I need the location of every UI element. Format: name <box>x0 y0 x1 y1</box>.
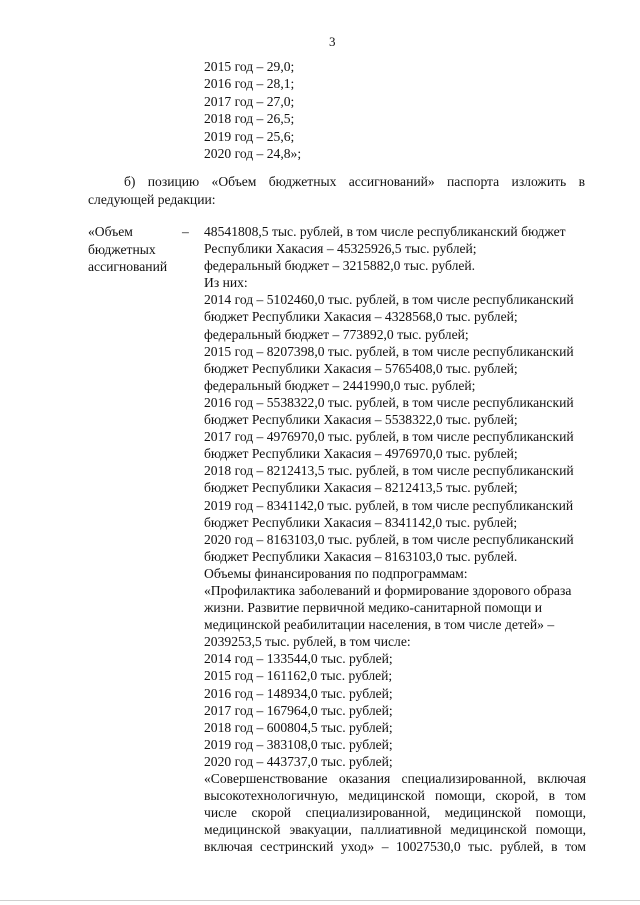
content-line: Из них: <box>204 275 248 291</box>
content-line: 2017 год – 167964,0 тыс. рублей; <box>204 702 393 718</box>
content-line: бюджет Республики Хакасия – 5538322,0 тыс. рублей; <box>204 412 518 428</box>
content-line: Республики Хакасия – 45325926,5 тыс. рублей; <box>204 241 477 257</box>
content-line: 48541808,5 тыс. рублей, в том числе республиканский бюджет <box>204 224 566 239</box>
label-line: бюджетных <box>88 241 156 257</box>
content-line: бюджет Республики Хакасия – 8163103,0 тыс. рублей. <box>204 548 518 564</box>
content-line: Объемы финансирования по подпрограммам: <box>204 565 468 581</box>
content-line: 2019 год – 383108,0 тыс. рублей; <box>204 736 393 752</box>
content-line: федеральный бюджет – 773892,0 тыс. рублей; <box>204 326 469 342</box>
content-line: включая сестринский уход» – 10027530,0 тыс. рублей, в том <box>204 839 586 855</box>
content-line: «Совершенствование оказания специализированной, включая <box>204 771 586 786</box>
content-line: 2020 год – 443737,0 тыс. рублей; <box>204 753 393 769</box>
indicator-year-list <box>204 58 301 162</box>
content-line: бюджет Республики Хакасия – 5765408,0 тыс. рублей; <box>204 360 518 376</box>
list-item: 2015 год – 29,0; <box>204 59 295 74</box>
content-line: 2014 год – 5102460,0 тыс. рублей, в том числе республиканский <box>204 292 574 308</box>
paragraph-line: следующей редакции: <box>88 191 216 207</box>
content-line: 2018 год – 8212413,5 тыс. рублей, в том числе республиканский <box>204 463 574 479</box>
content-line: федеральный бюджет – 2441990,0 тыс. рублей; <box>204 377 476 393</box>
content-line: 2020 год – 8163103,0 тыс. рублей, в том числе республиканский <box>204 531 574 547</box>
content-line: 2018 год – 600804,5 тыс. рублей; <box>204 719 393 735</box>
paragraph-line: б) позицию «Объем бюджетных ассигнований» паспорта изложить в <box>124 174 585 189</box>
content-line: бюджет Республики Хакасия – 8212413,5 тыс. рублей; <box>204 480 518 496</box>
content-line: «Профилактика заболеваний и формирование здорового образа <box>204 582 572 598</box>
content-line: жизни. Развитие первичной медико-санитарной помощи и <box>204 600 543 616</box>
list-item: 2020 год – 24,8»; <box>204 145 302 161</box>
list-item: 2017 год – 27,0; <box>204 93 295 109</box>
page-number: 3 <box>329 34 336 49</box>
label-line: ассигнований <box>88 259 168 274</box>
label-line: «Объем <box>88 224 133 239</box>
content-line: медицинской реабилитации населения, в том числе детей» – <box>204 617 555 633</box>
content-line: 2014 год – 133544,0 тыс. рублей; <box>204 651 393 667</box>
page-bottom-edge <box>0 900 640 901</box>
label-dash: – <box>182 224 189 239</box>
content-line: 2017 год – 4976970,0 тыс. рублей, в том числе республиканский <box>204 429 574 445</box>
list-item: 2018 год – 26,5; <box>204 111 295 127</box>
content-line: 2015 год – 161162,0 тыс. рублей; <box>204 668 393 684</box>
content-line: 2019 год – 8341142,0 тыс. рублей, в том числе республиканский <box>204 497 574 513</box>
content-line: федеральный бюджет – 3215882,0 тыс. рублей. <box>204 258 476 274</box>
content-line: бюджет Республики Хакасия – 4328568,0 тыс. рублей; <box>204 309 518 325</box>
content-line: высокотехнологичную, медицинской помощи, скорой, в том <box>204 788 586 804</box>
amendment-paragraph <box>88 173 585 208</box>
list-item: 2019 год – 25,6; <box>204 128 295 144</box>
content-line: медицинской эвакуации, паллиативной медицинской помощи, <box>204 822 586 838</box>
budget-allocation-text <box>204 223 586 855</box>
content-line: числе скорой специализированной, медицинской помощи, <box>204 805 586 821</box>
content-line: 2039253,5 тыс. рублей, в том числе: <box>204 634 411 650</box>
content-line: 2016 год – 5538322,0 тыс. рублей, в том числе республиканский <box>204 394 574 410</box>
content-line: 2016 год – 148934,0 тыс. рублей; <box>204 685 393 701</box>
position-label <box>88 223 167 276</box>
content-line: бюджет Республики Хакасия – 4976970,0 тыс. рублей; <box>204 446 518 462</box>
content-line: 2015 год – 8207398,0 тыс. рублей, в том числе республиканский <box>204 343 574 359</box>
list-item: 2016 год – 28,1; <box>204 76 295 92</box>
content-line: бюджет Республики Хакасия – 8341142,0 тыс. рублей; <box>204 514 518 530</box>
